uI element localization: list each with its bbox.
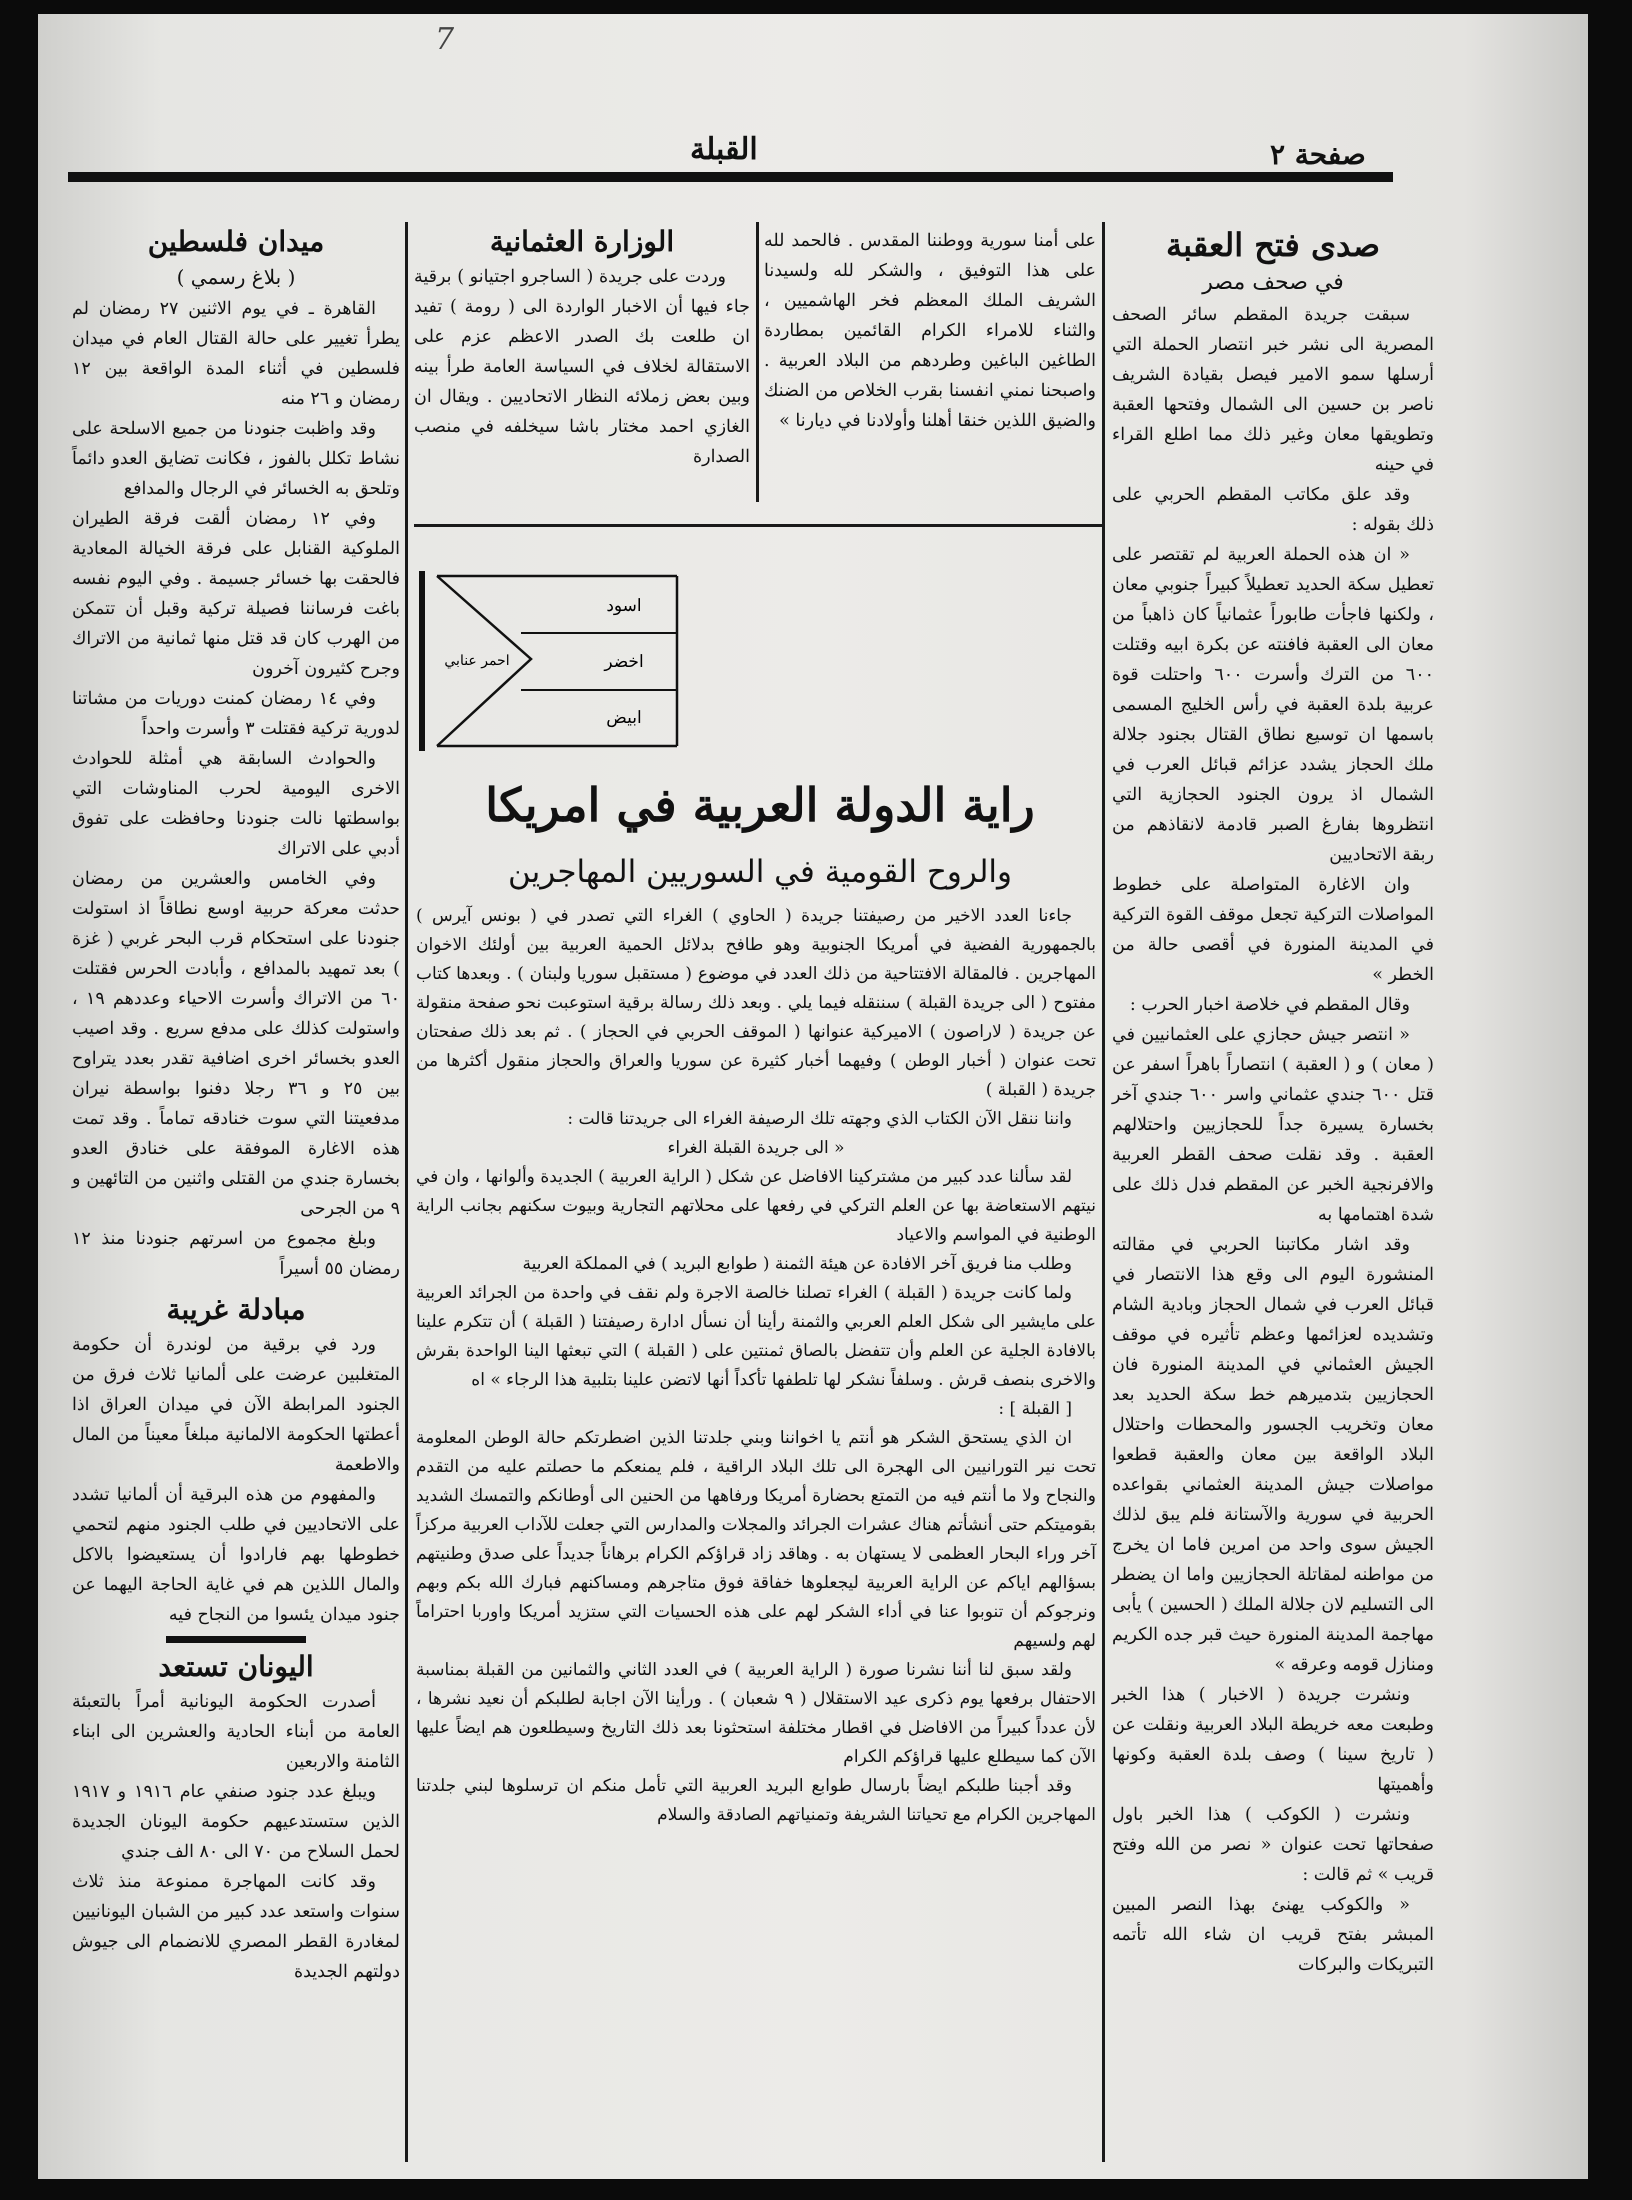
article-subtitle: في صحف مصر (1202, 270, 1344, 295)
paragraph: وبلغ مجموع من اسرتهم جنودنا منذ ١٢ رمضان ٥٥ أسيراً (72, 1229, 400, 1279)
triangle-label-red: احمر عنابي (444, 653, 510, 669)
paragraph: ونشرت ( الكوكب ) هذا الخبر باول صفحاتها تحت عنوان « نصر من الله وفتح قريب » ثم قالت : (1112, 1805, 1434, 1885)
paragraph: وقد علق مكاتب المقطم الحربي على ذلك بقوله : (1112, 485, 1434, 535)
paragraph: والحوادث السابقة هي أمثلة للحوادث الاخرى اليومية لحرب المناوشات التي بواسطتها نالت جنودنا وحافظت على تفوق أدبي على الاتراك (72, 749, 400, 859)
paragraph: وقد أجبنا طلبكم ايضاً بارسال طوابع البريد العربية التي تأمل منكم ان ترسلوها لبني جلدتنا المهاجرين الكرام مع تحياتنا الشريفة وتمنياتهم الصادقة والسلام (416, 1776, 1096, 1825)
paragraph: وفي ١٤ رمضان كمنت دوريات من مشاتنا لدورية تركية فقتلت ٣ وأسرت واحداً (72, 689, 400, 739)
paragraph: ويبلغ عدد جنود صنفي عام ١٩١٦ و ١٩١٧ الذين ستستدعيهم حكومة اليونان الجديدة لحمل السلاح من ٧٠ الى ٨٠ الف جندي (72, 1782, 400, 1862)
paragraph: جاءنا العدد الاخير من رصيفتنا جريدة ( الحاوي ) الغراء التي تصدر في ( بونس آيرس ) بالجمهورية الفضية في أمريكا الجنوبية وهو طافح بدلائل الحمية العربية بين أولئك الاخوان المهاجرين . فالمقالة الافتتاحية من ذلك العدد في موضوع ( مستقبل سوريا ولبنان ) . وبعدها كتاب مفتوح ( الى جريدة القبلة ) سننقله فيما يلي . وبعد ذلك رسالة برقية استوعبت نحو صفحة منقولة عن جريدة ( لاراصون ) الاميركية عنوانها ( الموقف الحربي في الحجاز ) . ثم بعد ذلك صفحتان تحت عنوان ( أخبار الوطن ) وفيهما أخبار كثيرة عن سوريا والعراق والحجاز منقول أكثرها من جريدة ( القبلة ) (416, 906, 1096, 1100)
paragraph: « والكوكب يهنئ بهذا النصر المبين المبشر بفتح قريب ان شاء الله تأتمه التبريكات والبركات (1112, 1895, 1434, 1975)
article-title-palestine: ميدان فلسطين (147, 225, 325, 258)
paragraph: على أمنا سورية ووطننا المقدس . فالحمد لله على هذا التوفيق ، والشكر لله ولسيدنا الشريف الملك المعظم فخر الهاشميين ، والثناء للامراء الكرام القائمين بمطاردة الطاغين الباغين وطردهم من البلاد العربية . واصبحنا نمني انفسنا بقرب الخلاص من الضنك والضيق اللذين خنقا أهلنا وأولادنا في ديارنا » (764, 231, 1096, 431)
paragraph: ولقد سبق لنا أننا نشرنا صورة ( الراية العربية ) في العدد الثاني والثمانين من القبلة بمناسبة الاحتفال برفعها يوم ذكرى عيد الاستقلال ( ٩ شعبان ) . ورأينا الآن اجابة لطلبكم أن نعيد نشرها ، لأن عدداً كبيراً من الافاضل في اقطار مختلفة استحثونا بعد ذلك التاريخ وسيطلعون هم ايضاً عليها الآن كما سيطلع عليها قراؤكم الكرام (416, 1660, 1097, 1767)
paragraph: وردت على جريدة ( الساجرو اجتيانو ) برقية جاء فيها أن الاخبار الواردة الى ( رومة ) تفيد ان طلعت بك الصدر الاعظم عزم على الاستقالة لخلاف في السياسة العامة طرأ بينه وبين بعض زملائه النظار الاتحاديين . ويقال ان الغازي احمد مختار باشا سيخلفه في منصب الصدارة (414, 267, 750, 467)
paragraph: واننا ننقل الآن الكتاب الذي وجهته تلك الرصيفة الغراء الى جريدتنا قالت : (567, 1109, 1072, 1129)
paragraph: وقد اشار مكاتبنا الحربي في مقالته المنشورة اليوم الى وقع هذا الانتصار في قبائل العرب في شمال الحجاز وبادية الشام وتشديده لعزائمها وعظم تأثيره في موقف الجيش العثماني في المدينة المنورة فان الحجازيين بتدميرهم خط سكة الحديد بعد معان وتخريب الجسور والمحطات واحتلال البلاد الواقعة بين معان والعقبة قطعوا مواصلات جيش المدينة العثماني بقواعده الحربية في سورية والآستانة فلم يبق لذلك الجيش سوى واحد من امرين فاما ان يخرج من مواطنه لمقاتلة الحجازيين واما ان يضطر الى التسليم لان جلالة الملك ( الحسين ) يأبى مهاجمة المدينة المنورة حيث قبر جده الكريم ومنازل قومه وعرقه » (1112, 1235, 1434, 1675)
article-aqaba (1112, 222, 1434, 1980)
paragraph: [ القبلة ] : (998, 1399, 1072, 1419)
paragraph: وفي ١٢ رمضان ألقت فرقة الطيران الملوكية القنابل على فرقة الخيالة المعادية فالحقت بها خسائر جسيمة . وفي اليوم نفسه باغت فرساننا فصيلة تركية وقبل أن تتمكن من الهرب كان قد قتل منها ثمانية من الاتراك وجرح كثيرون آخرون (72, 509, 400, 679)
letter-salutation: « الى جريدة القبلة الغراء (667, 1138, 845, 1158)
section-divider (166, 1636, 306, 1643)
column-divider (405, 222, 408, 2162)
flag-pole (419, 571, 425, 751)
article-title-exchange: مبادلة غريبة (166, 1293, 306, 1326)
paragraph: سبقت جريدة المقطم سائر الصحف المصرية الى نشر خبر انتصار الحملة التي أرسلها سمو الامير فيصل بقيادة الشريف ناصر بن حسين الى الشمال وفتحها العقبة وتطويقها معان وغير ذلك مما اطلع القراء في حينه (1112, 305, 1434, 475)
article-ottoman-ministry (414, 222, 750, 472)
stripe-label-black: اسود (606, 596, 642, 616)
paragraph: وطلب منا فريق آخر الافادة عن هيئة الثمنة ( طوابع البريد ) في المملكة العربية (522, 1254, 1072, 1274)
article-title-greece: اليونان تستعد (158, 1650, 314, 1683)
handwritten-mark: 7 (435, 22, 455, 57)
column-divider (1102, 222, 1105, 2162)
paragraph: ورد في برقية من لوندرة أن حكومة المتغلبين عرضت على ألمانيا ثلاث فرق من الجنود المرابطة الآن في ميدان العراق اذا أعطتها الحكومة الالمانية مبلغاً معيناً من المال والاطعمة (72, 1335, 400, 1475)
article-title: صدى فتح العقبة (1166, 226, 1380, 264)
feature-subheadline: والروح القومية في السوريين المهاجرين (507, 854, 1012, 890)
paragraph: ان الذي يستحق الشكر هو أنتم يا اخواننا وبني جلدتنا الذين اضطرتكم حالة الوطن المعلومة تحت نير التورانيين الى الهجرة الى تلك البلاد الراقية ، فلم يمنعكم ما حصلتم عليه من التقدم والنجاح ولا ما أنتم فيه من التمتع بحضارة أمريكا ورفاهها من الحنين الى أوطانكم والتمسك الشديد بقوميتكم حتى أنشأتم هناك عشرات الجرائد والمجلات والمدارس التي جعلت للآداب العربية مركزاً آخر وراء البحار العظمى لا يستهان به . وهاقد زاد قراؤكم الكرام برهاناً جديداً على صدق وطنيتهم بسؤالهم اياكم عن الراية العربية ليجعلوها خفاقة فوق متاجرهم ومساكنهم فبارك الله بكم وبهم ونرجوكم أن تنوبوا عنا في أداء الشكر لهم على هذه الحسيات التي ستزيد أمريكا واوربا احتراماً لهم ولسيهم (416, 1428, 1096, 1651)
paragraph: « انتصر جيش حجازي على العثمانيين في ( معان ) و ( العقبة ) انتصاراً باهراً اسفر عن قتل ٦٠٠ جندي عثماني واسر ٦٠٠ جندي آخر بخسارة يسيرة جداً للحجازيين واحتلالهم العقبة . وقد نقلت صحف القطر العربية والافرنجية الخبر عن المقطم فدل ذلك على شدة اهتمامها به (1112, 1025, 1434, 1225)
arab-flag-diagram (419, 571, 681, 751)
article-subtitle: ( بلاغ رسمي ) (176, 265, 296, 289)
page-number: صفحة ٢ (1270, 138, 1366, 171)
feature-headline: راية الدولة العربية في امريكا (485, 778, 1035, 832)
stripe-label-white: ابيض (606, 708, 642, 728)
stripe-label-green: اخضر (604, 652, 644, 672)
article-title: الوزارة العثمانية (489, 225, 675, 258)
paragraph: أصدرت الحكومة اليونانية أمراً بالتعبئة العامة من أبناء الحادية والعشرين الى ابناء الثامنة والاربعين (72, 1692, 400, 1772)
paragraph: وقال المقطم في خلاصة اخبار الحرب : (1129, 995, 1410, 1015)
paragraph: ونشرت جريدة ( الاخبار ) هذا الخبر وطبعت معه خريطة البلاد العربية ونقلت عن ( تاريخ سينا ) وصف بلدة العقبة وكونها وأهميتها (1112, 1685, 1434, 1795)
newspaper-name: القبلة (690, 132, 758, 167)
column-divider (756, 222, 759, 502)
article-continuation (764, 226, 1096, 436)
paragraph: وقد كانت المهاجرة ممنوعة منذ ثلاث سنوات واستعد عدد كبير من الشبان اليونانيين لمغادرة القطر المصري للانضمام الى جيوش دولتهم الجديدة (72, 1872, 400, 1982)
paragraph: والمفهوم من هذه البرقية أن ألمانيا تشدد على الاتحاديين في طلب الجنود منهم لتحمي خطوطها بهم فارادوا أن يستعيضوا بالاكل والمال اللذين هم في غاية الحاجة اليهما عن جنود ميدان يئسوا من النجاح فيه (72, 1485, 400, 1625)
feature-body (416, 902, 1096, 1830)
paragraph: وفي الخامس والعشرين من رمضان حدثت معركة حربية اوسع نطاقاً اذ استولت جنودنا على استحكام قرب البحر غربي ( غزة ) بعد تمهيد بالمدافع ، وأبادت الحرس فقتلت ٦٠ من الاتراك وأسرت الاحياء وعددهم ١٩ ، واستولت كذلك على مدفع سريع . وقد اصيب العدو بخسائر اخرى اضافية تقدر بعدد يتراوح بين ٢٥ و ٣٦ رجلا دفنوا بواسطة نيران مدفعيتنا التي سوت خنادقه تماماً . وقد تمت هذه الاغارة الموفقة على خنادق العدو بخسارة جندي من القتلى واثنين من التائهين و ٩ من الجرحى (72, 869, 401, 1219)
section-divider (414, 524, 1102, 527)
paragraph: ولما كانت جريدة ( القبلة ) الغراء تصلنا خالصة الاجرة ولم نقف في واحدة من الجرائد العربية على مايشير الى شكل العلم العربي والثمنة رأينا أن نسأل ادارة رصيفتنا ( القبلة ) أن تتكرم علينا بالافادة الجلية عن العلم وأن تتفضل بالصاق ثمنتين على ( القبلة ) التي تبعثها الينا الواحدة بقرش والاخرى بنصف قرش . وسلفاً نشكر لها تلطفها تأكداً أنها لاتضن علينا بتلبية هذا الرجاء » اه (416, 1283, 1096, 1390)
left-column (72, 222, 400, 1987)
paragraph: « ان هذه الحملة العربية لم تقتصر على تعطيل سكة الحديد تعطيلاً كبيراً جنوبي معان ، ولكنها فاجأت طابوراً عثمانياً كان ذاهباً من معان الى العقبة فافنته عن بكرة ابيه وقتلت ٦٠٠ من الترك وأسرت ٦٠٠ واحتلت قوة عربية بلدة العقبة في رأس الخليج المسمى باسمها ان توسيع نطاق القتال بجنود جلالة ملك الحجاز يشدد عزائم قبائل العرب في الشمال اذ يرون الجنود الحجازية التي انتظروها بفارغ الصبر قادمة لانقاذهم من ربقة الاتحاديين (1112, 545, 1434, 865)
masthead-rule (68, 172, 1393, 182)
paragraph: وقد واظبت جنودنا من جميع الاسلحة على نشاط تكلل بالفوز ، فكانت تضايق العدو دائماً وتلحق به الخسائر في الرجال والمدافع (72, 419, 400, 499)
paragraph: القاهرة ـ في يوم الاثنين ٢٧ رمضان لم يطرأ تغيير على حالة القتال العام في ميدان فلسطين في أثناء المدة الواقعة بين ١٢ رمضان و ٢٦ منه (72, 299, 400, 409)
paragraph: لقد سألنا عدد كبير من مشتركينا الافاضل عن شكل ( الراية العربية ) الجديدة وألوانها ، وان في نيتهم الاستعاضة بها عن العلم التركي في رفعها على محلاتهم التجارية وبيوت سكنهم بجانب الراية الوطنية في المواسم والاعياد (416, 1167, 1096, 1245)
paragraph: وان الاغارة المتواصلة على خطوط المواصلات التركية تجعل موقف القوة التركية في المدينة المنورة في أقصى حالة من الخطر » (1112, 875, 1434, 985)
